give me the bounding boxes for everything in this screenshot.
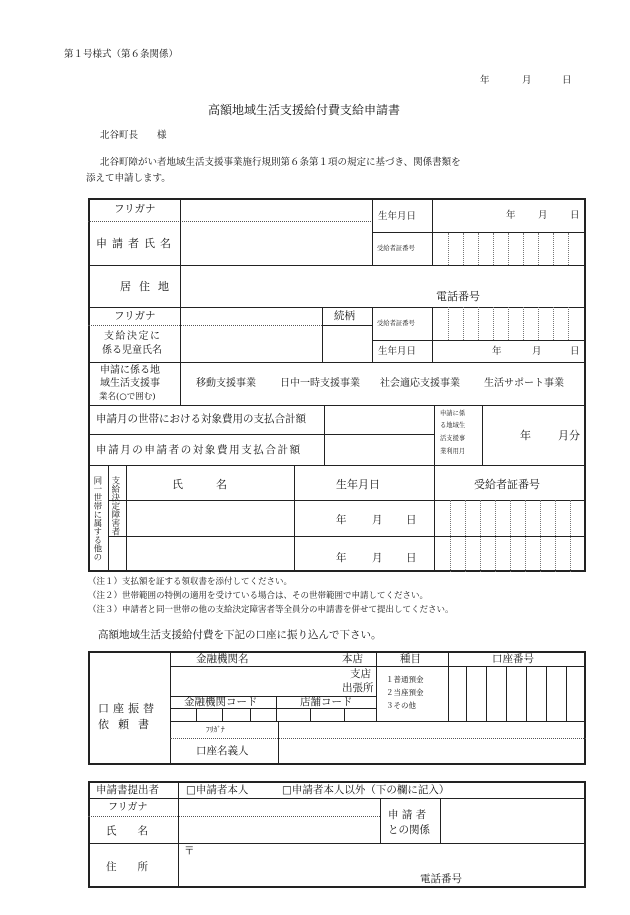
submitter-option-other[interactable]: □申請者本人以外（下の欄に記入） (282, 784, 450, 796)
bank-side-label-2: 依頼書 (98, 718, 158, 731)
submitter-relation-label-2: との関係 (388, 824, 430, 836)
child-name-label-1: 支給決定に (104, 331, 162, 342)
usage-month: 月分 (558, 429, 580, 442)
usage-month-label-2: る地域生 (440, 422, 466, 429)
submitter-furigana-label: フリガナ (108, 802, 148, 813)
service-item-life-support[interactable]: 生活サポート事業 (484, 378, 564, 389)
household-side-label: 同一世帯に属する他の (91, 476, 102, 561)
intro-line-1: 北谷町障がい者地域生活支援事業施行規則第６条第１項の規定に基づき、関係書類を (100, 157, 461, 168)
child-cert-label: 受給者証番号 (377, 320, 415, 327)
service-item-mobility[interactable]: 移動支援事業 (196, 378, 256, 389)
services-label-2: 域生活支援事 (100, 378, 160, 389)
child-birth-month: 月 (532, 346, 542, 357)
date-day: 日 (562, 75, 572, 86)
service-item-social[interactable]: 社会適応支援事業 (380, 378, 460, 389)
applicant-phone-label: 電話番号 (436, 290, 480, 303)
household-row1-month: 月 (372, 514, 383, 526)
addressee: 北谷町長 様 (100, 130, 167, 141)
submitter-relation-label-1: 申 請 者 (388, 809, 427, 821)
applicant-birth-year: 年 (506, 210, 516, 221)
note-1: （注１）支払額を証する領収書を添付してください。 (88, 577, 293, 587)
bank-institution-label: 金融機関名 (196, 653, 249, 665)
usage-month-label-4: 業利用月 (440, 448, 466, 455)
household-row2-month: 月 (372, 552, 383, 564)
child-relation-label: 続柄 (334, 310, 355, 322)
applicant-birth-day: 日 (570, 210, 580, 221)
household-row2-year: 年 (336, 552, 347, 564)
household-row1-year: 年 (336, 514, 347, 526)
date-year: 年 (480, 75, 490, 86)
child-birth-day: 日 (570, 346, 580, 357)
child-birth-label: 生年月日 (378, 346, 417, 357)
bank-branch-code-label: 店舗コード (300, 696, 353, 708)
household-row2-day: 日 (406, 552, 417, 564)
household-cert-header: 受給者証番号 (474, 478, 540, 491)
submitter-label: 申請書提出者 (96, 784, 159, 796)
bank-intro: 高額地域生活支援給付費を下記の口座に振り込んで下さい。 (98, 629, 382, 641)
bank-type-option-3[interactable]: ３その他 (386, 701, 416, 710)
applicant-cert-label: 受給者証番号 (377, 245, 415, 252)
child-name-label-2: 係る児童氏名 (102, 345, 162, 356)
bank-branch-main: 本店 (342, 653, 363, 665)
applicant-name-label: 申請者氏名 (96, 237, 176, 250)
submitter-name-label: 氏 名 (106, 825, 148, 837)
submitter-address-label: 住 所 (106, 861, 148, 873)
household-cert-boxes[interactable] (450, 500, 586, 572)
bank-inst-code-label: 金融機関コード (184, 696, 258, 708)
applicant-furigana-label: フリガナ (114, 203, 156, 215)
bank-type-option-1[interactable]: １普通預金 (386, 675, 424, 684)
bank-type-option-2[interactable]: ２当座預金 (386, 688, 424, 697)
household-row1-day: 日 (406, 514, 417, 526)
usage-month-label-3: 活支援事 (440, 435, 466, 442)
household-side-label-2: 支給決定障害者 (109, 476, 120, 536)
bank-type-label: 種目 (400, 653, 421, 665)
bank-branch-office: 出張所 (342, 682, 374, 694)
bank-account-label: 口座番号 (492, 653, 534, 665)
applicant-total-label: 申請月の申請者の対象費用支払合計額 (96, 444, 302, 456)
bank-side-label-1: 口座振替 (98, 702, 158, 715)
submitter-option-self[interactable]: □申請者本人 (186, 784, 249, 796)
household-name-header: 氏 名 (172, 478, 227, 491)
child-furigana-label: フリガナ (114, 310, 156, 322)
bank-branch-sub: 支店 (350, 668, 371, 680)
bank-holder-label: 口座名義人 (196, 745, 249, 757)
child-cert-boxes[interactable] (448, 307, 586, 340)
date-month: 月 (522, 75, 532, 86)
applicant-birth-label: 生年月日 (378, 211, 417, 222)
bank-furigana-label: ﾌﾘｶﾞﾅ (206, 725, 225, 734)
intro-line-2: 添えて申請します。 (86, 173, 171, 184)
child-birth-year: 年 (492, 346, 502, 357)
services-label-1: 申請に係る地 (100, 365, 160, 376)
services-label-3: 業名(○で囲む) (99, 392, 156, 402)
form-number: 第１号様式（第６条関係） (64, 49, 179, 60)
applicant-cert-boxes[interactable] (448, 233, 586, 265)
note-3: （注３）申請者と同一世帯の他の支給決定障害者等全員分の申請書を併せて提出してください。 (88, 605, 454, 615)
submitter-phone-label: 電話番号 (420, 873, 462, 885)
household-total-label: 申請月の世帯における対象費用の支払合計額 (96, 413, 306, 425)
service-item-daytime[interactable]: 日中一時支援事業 (280, 378, 360, 389)
usage-year: 年 (520, 429, 531, 442)
applicant-birth-month: 月 (538, 210, 548, 221)
household-birth-header: 生年月日 (336, 478, 380, 491)
note-2: （注２）世帯範囲の特例の適用を受けている場合は、その世帯範囲で申請してください。 (88, 591, 429, 601)
postal-mark: 〒 (184, 845, 195, 857)
usage-month-label-1: 申請に係 (440, 410, 466, 417)
page-title: 高額地域生活支援給付費支給申請書 (208, 103, 401, 117)
address-label: 居住地 (120, 280, 177, 293)
